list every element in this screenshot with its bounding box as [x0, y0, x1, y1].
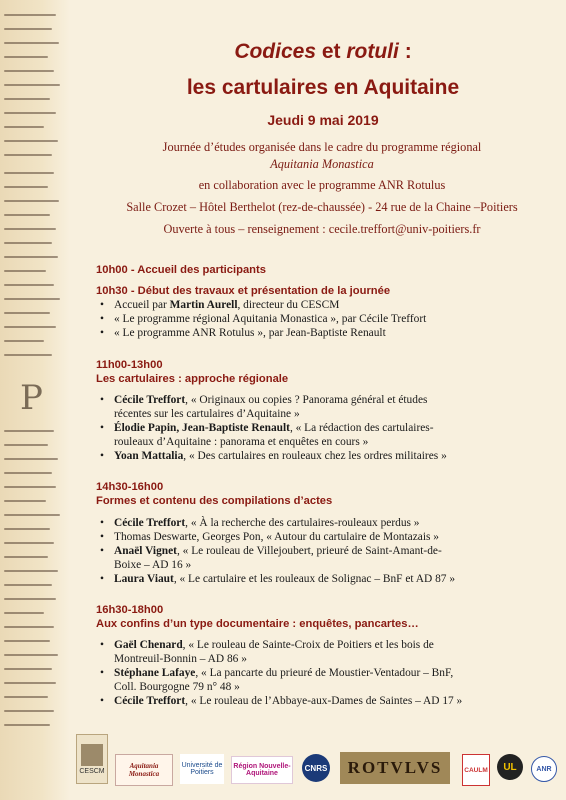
session-opening: 10h30 - Début des travaux et présentation de la journée [96, 285, 391, 297]
list-item: • Cécile Treffort, « Le rouleau de l’Abbaye-aux-Dames de Saintes – AD 17 » [114, 694, 534, 708]
intro-line-1: Journée d’études organisée dans le cadre du programme régional [162, 140, 482, 154]
ul-logo: UL [497, 754, 523, 780]
list-item: • Laura Viaut, « Le cartulaire et les rouleaux de Solignac – BnF et AD 87 » [114, 572, 534, 586]
logo-strip [0, 734, 566, 800]
list-item: • « Le programme régional Aquitania Monastica », par Cécile Treffort [114, 312, 534, 326]
list-item: • Élodie Papin, Jean-Baptiste Renault, « La rédaction des cartulaires- rouleaux d’Aquitaine : panorama et enquêtes en cours » [114, 421, 534, 449]
title-line-1: Codices et rotuli : [234, 40, 412, 63]
rotulus-logo: ROTVLVS [340, 752, 450, 784]
venue-line: Salle Crozet – Hôtel Berthelot (rez-de-chaussée) - 24 rue de la Chaine –Poitiers [126, 200, 518, 214]
contact-line: Ouverte à tous – renseignement : cecile.treffort@univ-poitiers.fr [163, 222, 481, 236]
manuscript-initial: P [20, 378, 43, 418]
cnrs-logo: CNRS [302, 754, 330, 782]
session-title: Aux confins d’un type documentaire : enquêtes, pancartes… [96, 618, 419, 630]
cescm-logo: CESCM [76, 734, 108, 784]
manuscript-strip [0, 0, 70, 800]
list-item: • Cécile Treffort, « Originaux ou copies ? Panorama général et études récentes sur les cartulaires d’Aquitaine » [114, 393, 534, 421]
list-item: • Accueil par Martin Aurell, directeur du CESCM [114, 298, 534, 312]
anr-logo: ANR [531, 756, 557, 782]
intro-line-2: Aquitania Monastica [270, 157, 374, 171]
session-title: Les cartulaires : approche régionale [96, 373, 289, 385]
list-item: • Yoan Mattalia, « Des cartulaires en rouleaux chez les ordres militaires » [114, 449, 534, 463]
session-time: 14h30-16h00 [96, 481, 164, 493]
session-welcome: 10h00 - Accueil des participants [96, 264, 266, 276]
list-item: • Gaël Chenard, « Le rouleau de Sainte-Croix de Poitiers et les bois de Montreuil-Bonnin – AD 86 » [114, 638, 534, 666]
session-title: Formes et contenu des compilations d’actes [96, 495, 333, 507]
aquitania-monastica-logo: Aquitania Monastica [115, 754, 173, 786]
list-item: • Stéphane Lafaye, « La pancarte du prieuré de Moustier-Ventadour – BnF, Coll. Bourgogne 79 n° 48 » [114, 666, 534, 694]
caulm-logo: CAULM [462, 754, 490, 786]
nouvelle-aquitaine-logo: Région Nouvelle-Aquitaine [231, 756, 293, 784]
title-line-2: les cartulaires en Aquitaine [186, 76, 460, 99]
list-item: • Thomas Deswarte, Georges Pon, « Autour du cartulaire de Montazais » [114, 530, 534, 544]
session-time: 16h30-18h00 [96, 604, 164, 616]
event-date: Jeudi 9 mai 2019 [267, 112, 379, 128]
intro-line-3: en collaboration avec le programme ANR Rotulus [198, 178, 446, 192]
session-time: 11h00-13h00 [96, 359, 163, 371]
list-item: • Anaël Vignet, « Le rouleau de Villejoubert, prieuré de Saint-Amant-de- Boixe – AD 16 » [114, 544, 534, 572]
list-item: • Cécile Treffort, « À la recherche des cartulaires-rouleaux perdus » [114, 516, 534, 530]
list-item: • « Le programme ANR Rotulus », par Jean-Baptiste Renault [114, 326, 534, 340]
universite-poitiers-logo: Université de Poitiers [180, 754, 224, 784]
